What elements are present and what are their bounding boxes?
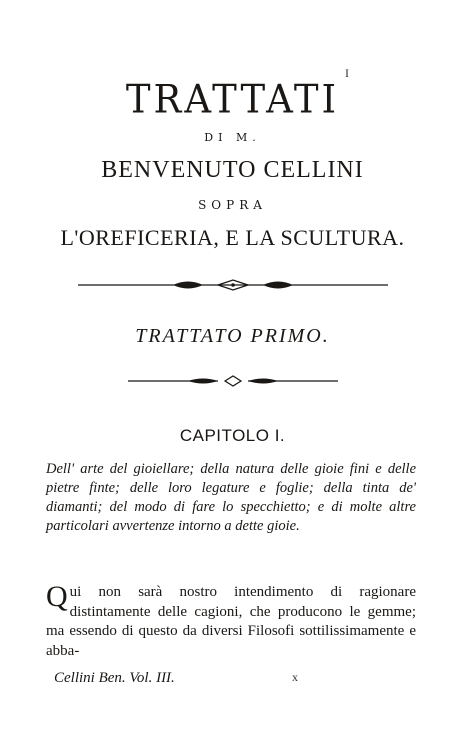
signature-mark: x <box>292 670 298 684</box>
author-name: BENVENUTO CELLINI <box>101 157 364 183</box>
treatise-heading: TRATTATO PRIMO. <box>135 325 330 347</box>
chapter-summary: Dell' arte del gioiellare; della natura delle gioie fini e delle pietre finte; delle loro legature e foglie; della tinta de' diamanti; del modo di fare lo specchietto; e di molte altre particolari avvertenze intorno a dette gioie. <box>46 461 416 534</box>
drop-cap: Q <box>46 580 68 613</box>
title-connector: SOPRA <box>198 198 267 212</box>
body-text: ui non sarà nostro intendimento di ragionare distintamente delle cagioni, che producono le gemme; ma essendo di questo da diversi Filosofi sottilissimamente e abba- <box>46 584 416 659</box>
ornament-divider-icon <box>128 375 338 387</box>
page-title: TRATTATI <box>125 76 340 123</box>
body-paragraph <box>46 580 416 661</box>
ornament-rule-icon <box>78 278 388 292</box>
subject-line: L'OREFICERIA, E LA SCULTURA. <box>60 225 405 250</box>
corner-mark: I <box>345 66 349 80</box>
signature-line: Cellini Ben. Vol. III. <box>54 670 175 686</box>
author-prefix: DI M. <box>204 131 261 144</box>
chapter-heading: CAPITOLO I. <box>179 426 286 445</box>
